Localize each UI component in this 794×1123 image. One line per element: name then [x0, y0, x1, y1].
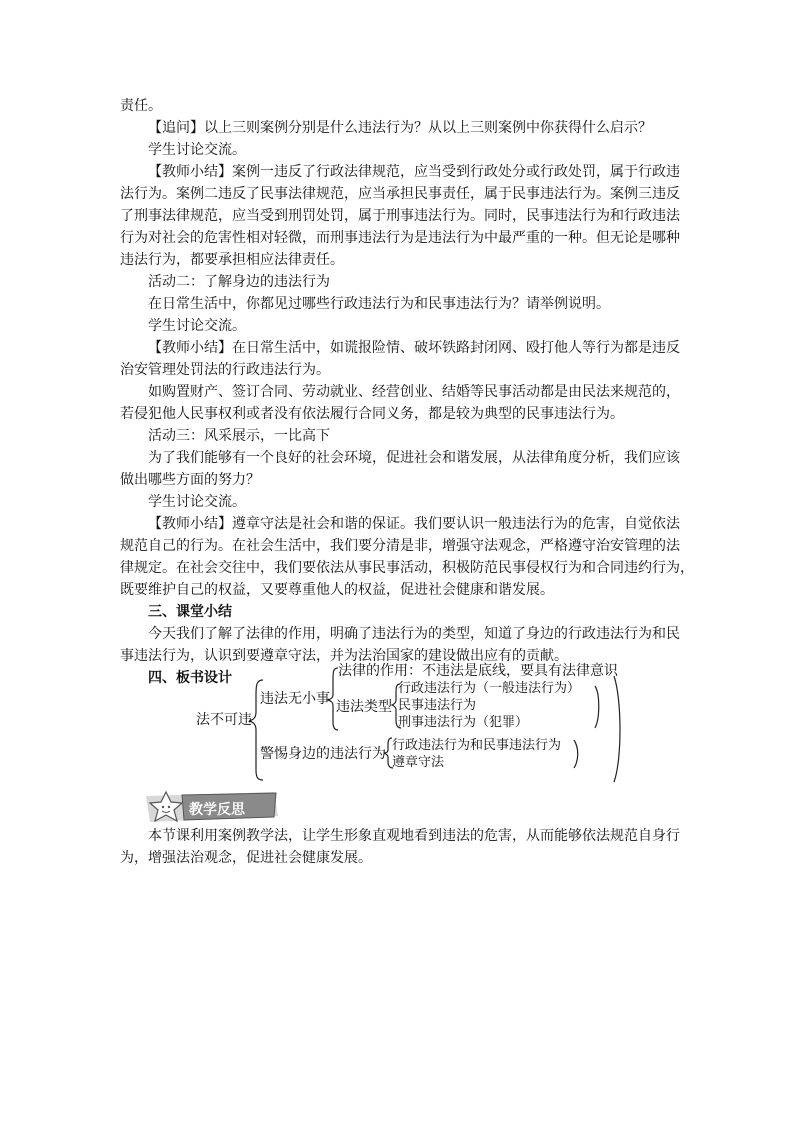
text-line: 既要维护自己的权益，又要尊重他人的权益，促进社会健康和谐发展。	[120, 582, 554, 598]
board-types-label: 违法类型	[336, 699, 392, 715]
text-line: 行为对社会的危害性相对轻微，而刑事违法行为是违法行为中最严重的一种。但无论是哪种	[120, 230, 680, 246]
board-root: 法不可违	[196, 712, 252, 728]
reflection-text: 本节课利用案例教学法，让学生形象直观地看到违法的危害，从而能够依法规范自身行	[148, 828, 680, 844]
board-type-criminal: 刑事违法行为（犯罪）	[398, 715, 529, 730]
paren-branch2-right	[574, 740, 578, 768]
text-line: 违法行为，都要承担相应法律责任。	[120, 252, 344, 268]
teacher-summary-1: 【教师小结】案例一违反了行政法律规范，应当受到行政处分或行政处罚，属于行政违	[148, 164, 680, 180]
section-summary-heading: 三、课堂小结	[148, 604, 232, 620]
teacher-summary-2: 【教师小结】在日常生活中，如谎报险情、破坏铁路封闭网、殴打他人等行为都是违反	[148, 340, 680, 356]
text-line: 今天我们了解了法律的作用，明确了违法行为的类型，知道了身边的行政违法行为和民	[148, 626, 680, 642]
text-line: 学生讨论交流。	[148, 318, 246, 334]
board-type-administrative: 行政违法行为（一般违法行为）	[398, 681, 581, 696]
text-line: 法行为。案例二违反了民事法律规范，应当承担民事责任，属于民事违法行为。案例三违反	[120, 186, 680, 202]
text-line: 事违法行为，认识到要遵章守法，并为法治国家的建设做出应有的贡献。	[120, 648, 568, 664]
board-item-law-role: 法律的作用：不违法是底线，要具有法律意识	[338, 663, 618, 679]
text-line: 学生讨论交流。	[148, 494, 246, 510]
text-line: 规范自己的行为。在社会生活中，我们要分清是非，增强守法观念，严格遵守治安管理的法	[120, 538, 680, 554]
board-branch-2: 警惕身边的违法行为	[260, 746, 386, 762]
followup-question: 【追问】以上三则案例分别是什么违法行为？从以上三则案例中你获得什么启示？	[148, 120, 652, 136]
board-branch-1: 违法无小事	[260, 691, 330, 707]
text-line: 责任。	[120, 98, 162, 114]
text-line: 如购置财产、签订合同、劳动就业、经营创业、结婚等民事活动都是由民法来规范的，	[148, 384, 680, 400]
text-line: 了刑事法律规范，应当受到刑罚处罚，属于刑事违法行为。同时，民事违法行为和行政违法	[120, 208, 680, 224]
paren-types-right	[595, 686, 599, 728]
text-line: 治安管理处罚法的行政违法行为。	[120, 362, 330, 378]
board-branch2-item-1: 行政违法行为和民事违法行为	[392, 738, 562, 753]
activity-3-heading: 活动三：风采展示，一比高下	[148, 428, 330, 444]
board-branch2-item-2: 遵章守法	[392, 755, 445, 770]
section-board-heading: 四、板书设计	[148, 670, 232, 686]
board-type-civil: 民事违法行为	[398, 698, 477, 713]
text-line: 为了我们能够有一个良好的社会环境，促进社会和谐发展，从法律角度分析，我们应该	[148, 450, 680, 466]
text-line: 若侵犯他人民事权利或者没有依法履行合同义务，都是较为典型的民事违法行为。	[120, 406, 624, 422]
reflection-text: 为，增强法治观念，促进社会健康发展。	[120, 850, 372, 866]
reflection-badge-label: 教学反思	[189, 802, 245, 818]
text-line: 学生讨论交流。	[148, 142, 246, 158]
teacher-summary-3: 【教师小结】遵章守法是社会和谐的保证。我们要认识一般违法行为的危害，自觉依法	[148, 516, 680, 532]
text-line: 律规定。在社会交往中，我们要依法从事民事活动，积极防范民事侵权行为和合同违约行为，	[120, 560, 694, 576]
activity-2-heading: 活动二：了解身边的违法行为	[148, 274, 330, 290]
text-line: 做出哪些方面的努力？	[120, 472, 260, 488]
paren-root-right	[614, 676, 620, 782]
text-line: 在日常生活中，你都见过哪些行政违法行为和民事违法行为？请举例说明。	[148, 296, 610, 312]
